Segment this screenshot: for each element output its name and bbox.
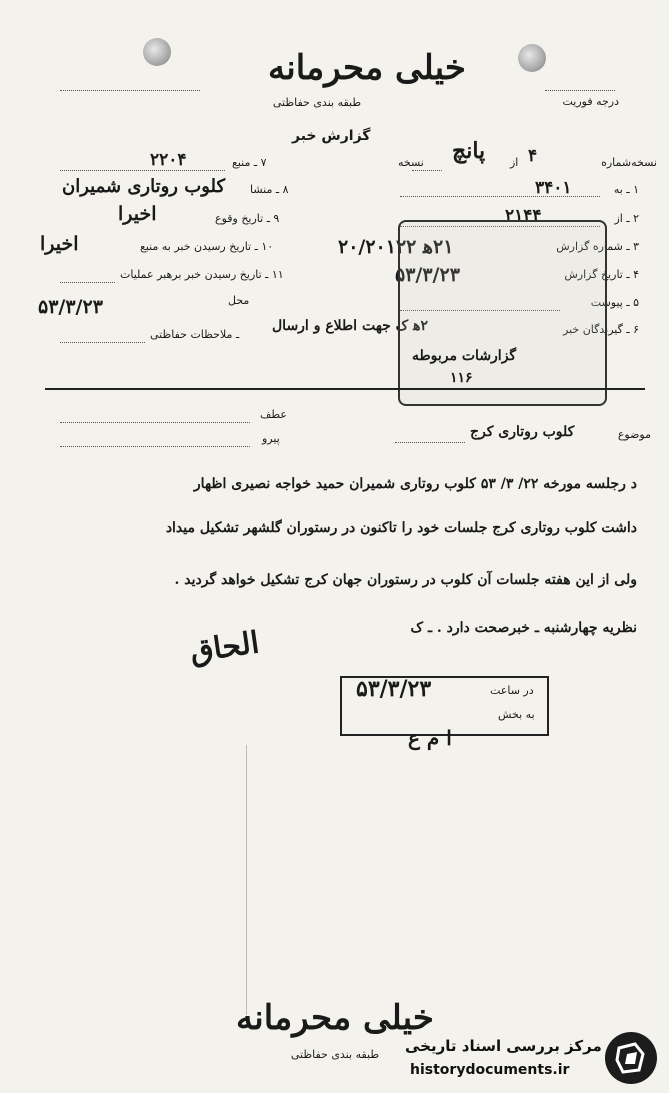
f5-label: ۵ ـ پیوست bbox=[590, 296, 639, 309]
classification-top: خیلی محرمانه bbox=[268, 48, 466, 88]
f10-value: اخیرا bbox=[40, 233, 79, 255]
punch-hole-left bbox=[143, 38, 171, 66]
body-line-1: د رجلسه مورخه ۲۲/ ۳/ ۵۳ کلوب روتاری شمیران حمید خواجه نصیری اظهار bbox=[193, 476, 637, 492]
f1-label: ۱ ـ به bbox=[613, 183, 639, 196]
priority-line-left bbox=[60, 90, 200, 91]
copy-suffix: نسخه bbox=[398, 156, 424, 169]
f6-label: ۶ ـ گیرندگان خبر bbox=[563, 323, 639, 336]
f8-value: کلوب روتاری شمیران bbox=[62, 176, 226, 197]
fold-line bbox=[246, 745, 247, 1015]
f8-label: ۸ ـ منشا bbox=[250, 183, 289, 196]
received-label: در ساعت bbox=[490, 684, 534, 697]
f10-label: ۱۰ ـ تاریخ رسیدن خبر به منبع bbox=[140, 240, 274, 253]
subject-label: موضوع bbox=[617, 428, 651, 441]
received-note: ا م ع bbox=[408, 726, 452, 750]
watermark-name: مرکز بررسی اسناد تاریخی bbox=[405, 1037, 602, 1055]
f7-label: ۷ ـ منبع bbox=[232, 156, 267, 169]
priority-line-right bbox=[545, 90, 615, 91]
f2-value: ۲۱۴۴ bbox=[505, 206, 542, 226]
classification-bottom: خیلی محرمانه bbox=[236, 998, 434, 1038]
copy-label: نسخه‌شماره bbox=[601, 156, 657, 169]
peyro-line bbox=[60, 446, 250, 447]
f9-value: اخیرا bbox=[118, 203, 157, 225]
from-value: پانچ bbox=[452, 138, 486, 164]
f3-label: ۳ ـ شماره گزارش bbox=[556, 240, 639, 253]
f1-line bbox=[400, 196, 600, 197]
f9-label: ۹ ـ تاریخ وقوع bbox=[215, 212, 280, 225]
copy-value: ۴ bbox=[528, 146, 538, 166]
subject-line bbox=[395, 442, 465, 443]
notes-label: ـ ملاحظات حفاظتی bbox=[150, 328, 240, 341]
ataf-line bbox=[60, 422, 250, 423]
place-label: محل bbox=[228, 294, 250, 307]
f6-value: ۲ه‍ ک جهت اطلاع و ارسال bbox=[272, 318, 428, 334]
f2-label: ۲ ـ از bbox=[614, 212, 639, 225]
f1-value: ۳۴۰۱ bbox=[535, 178, 572, 198]
punch-hole-right bbox=[518, 44, 546, 72]
body-line-3: ولی از این هفته جلسات آن کلوب در رستوران جهان کرج تشکیل خواهد گردید . bbox=[174, 572, 637, 588]
received-date-handwritten: ۵۳/۳/۲۳ bbox=[356, 676, 432, 702]
watermark-url: historydocuments.ir bbox=[410, 1062, 570, 1078]
section-label: به بخش bbox=[498, 708, 535, 721]
peyro-label: پیرو bbox=[262, 432, 280, 445]
date-value-left: ۵۳/۳/۲۳ bbox=[38, 296, 103, 318]
f7-value: ۲۲۰۴ bbox=[150, 150, 187, 170]
report-title: گزارش خبر bbox=[292, 128, 371, 144]
body-line-4: نظریه چهارشنبه ـ خبرصحت دارد . ـ ک bbox=[410, 620, 637, 636]
f3-value: ۲۱ه‍ ۲۰/۲۰۱۲۲ bbox=[338, 236, 454, 258]
notes-line bbox=[60, 342, 145, 343]
classification-label-top: طبقه بندی حفاظتی bbox=[272, 96, 362, 109]
body-line-2: داشت کلوب روتاری کرج جلسات خود را تاکنون در رستوران گلشهر تشکیل میداد bbox=[165, 520, 637, 536]
f7-line bbox=[60, 170, 225, 171]
watermark-logo-icon bbox=[605, 1032, 657, 1084]
subject-value: کلوب روتاری کرج bbox=[470, 424, 575, 440]
copy-line bbox=[412, 170, 442, 171]
f4-value: ۵۳/۳/۲۳ bbox=[395, 264, 460, 286]
registration-stamp bbox=[398, 220, 607, 406]
f4-label: ۴ ـ تاریخ گزارش bbox=[564, 268, 639, 281]
header-divider bbox=[45, 388, 645, 390]
from-label: از bbox=[510, 156, 519, 169]
priority-label: درجه فوریت bbox=[562, 95, 619, 108]
signature: الحاق bbox=[187, 625, 262, 670]
classification-label-bottom: طبقه بندی حفاظتی bbox=[290, 1048, 380, 1061]
ataf-label: عطف bbox=[260, 408, 287, 421]
stamp-number: ۱۱۶ bbox=[450, 370, 473, 386]
f11-line bbox=[60, 282, 115, 283]
stamp-related-reports: گزارشات مربوطه bbox=[412, 348, 517, 364]
f11-label: ۱۱ ـ تاریخ رسیدن خبر برهبر عملیات bbox=[120, 268, 284, 281]
